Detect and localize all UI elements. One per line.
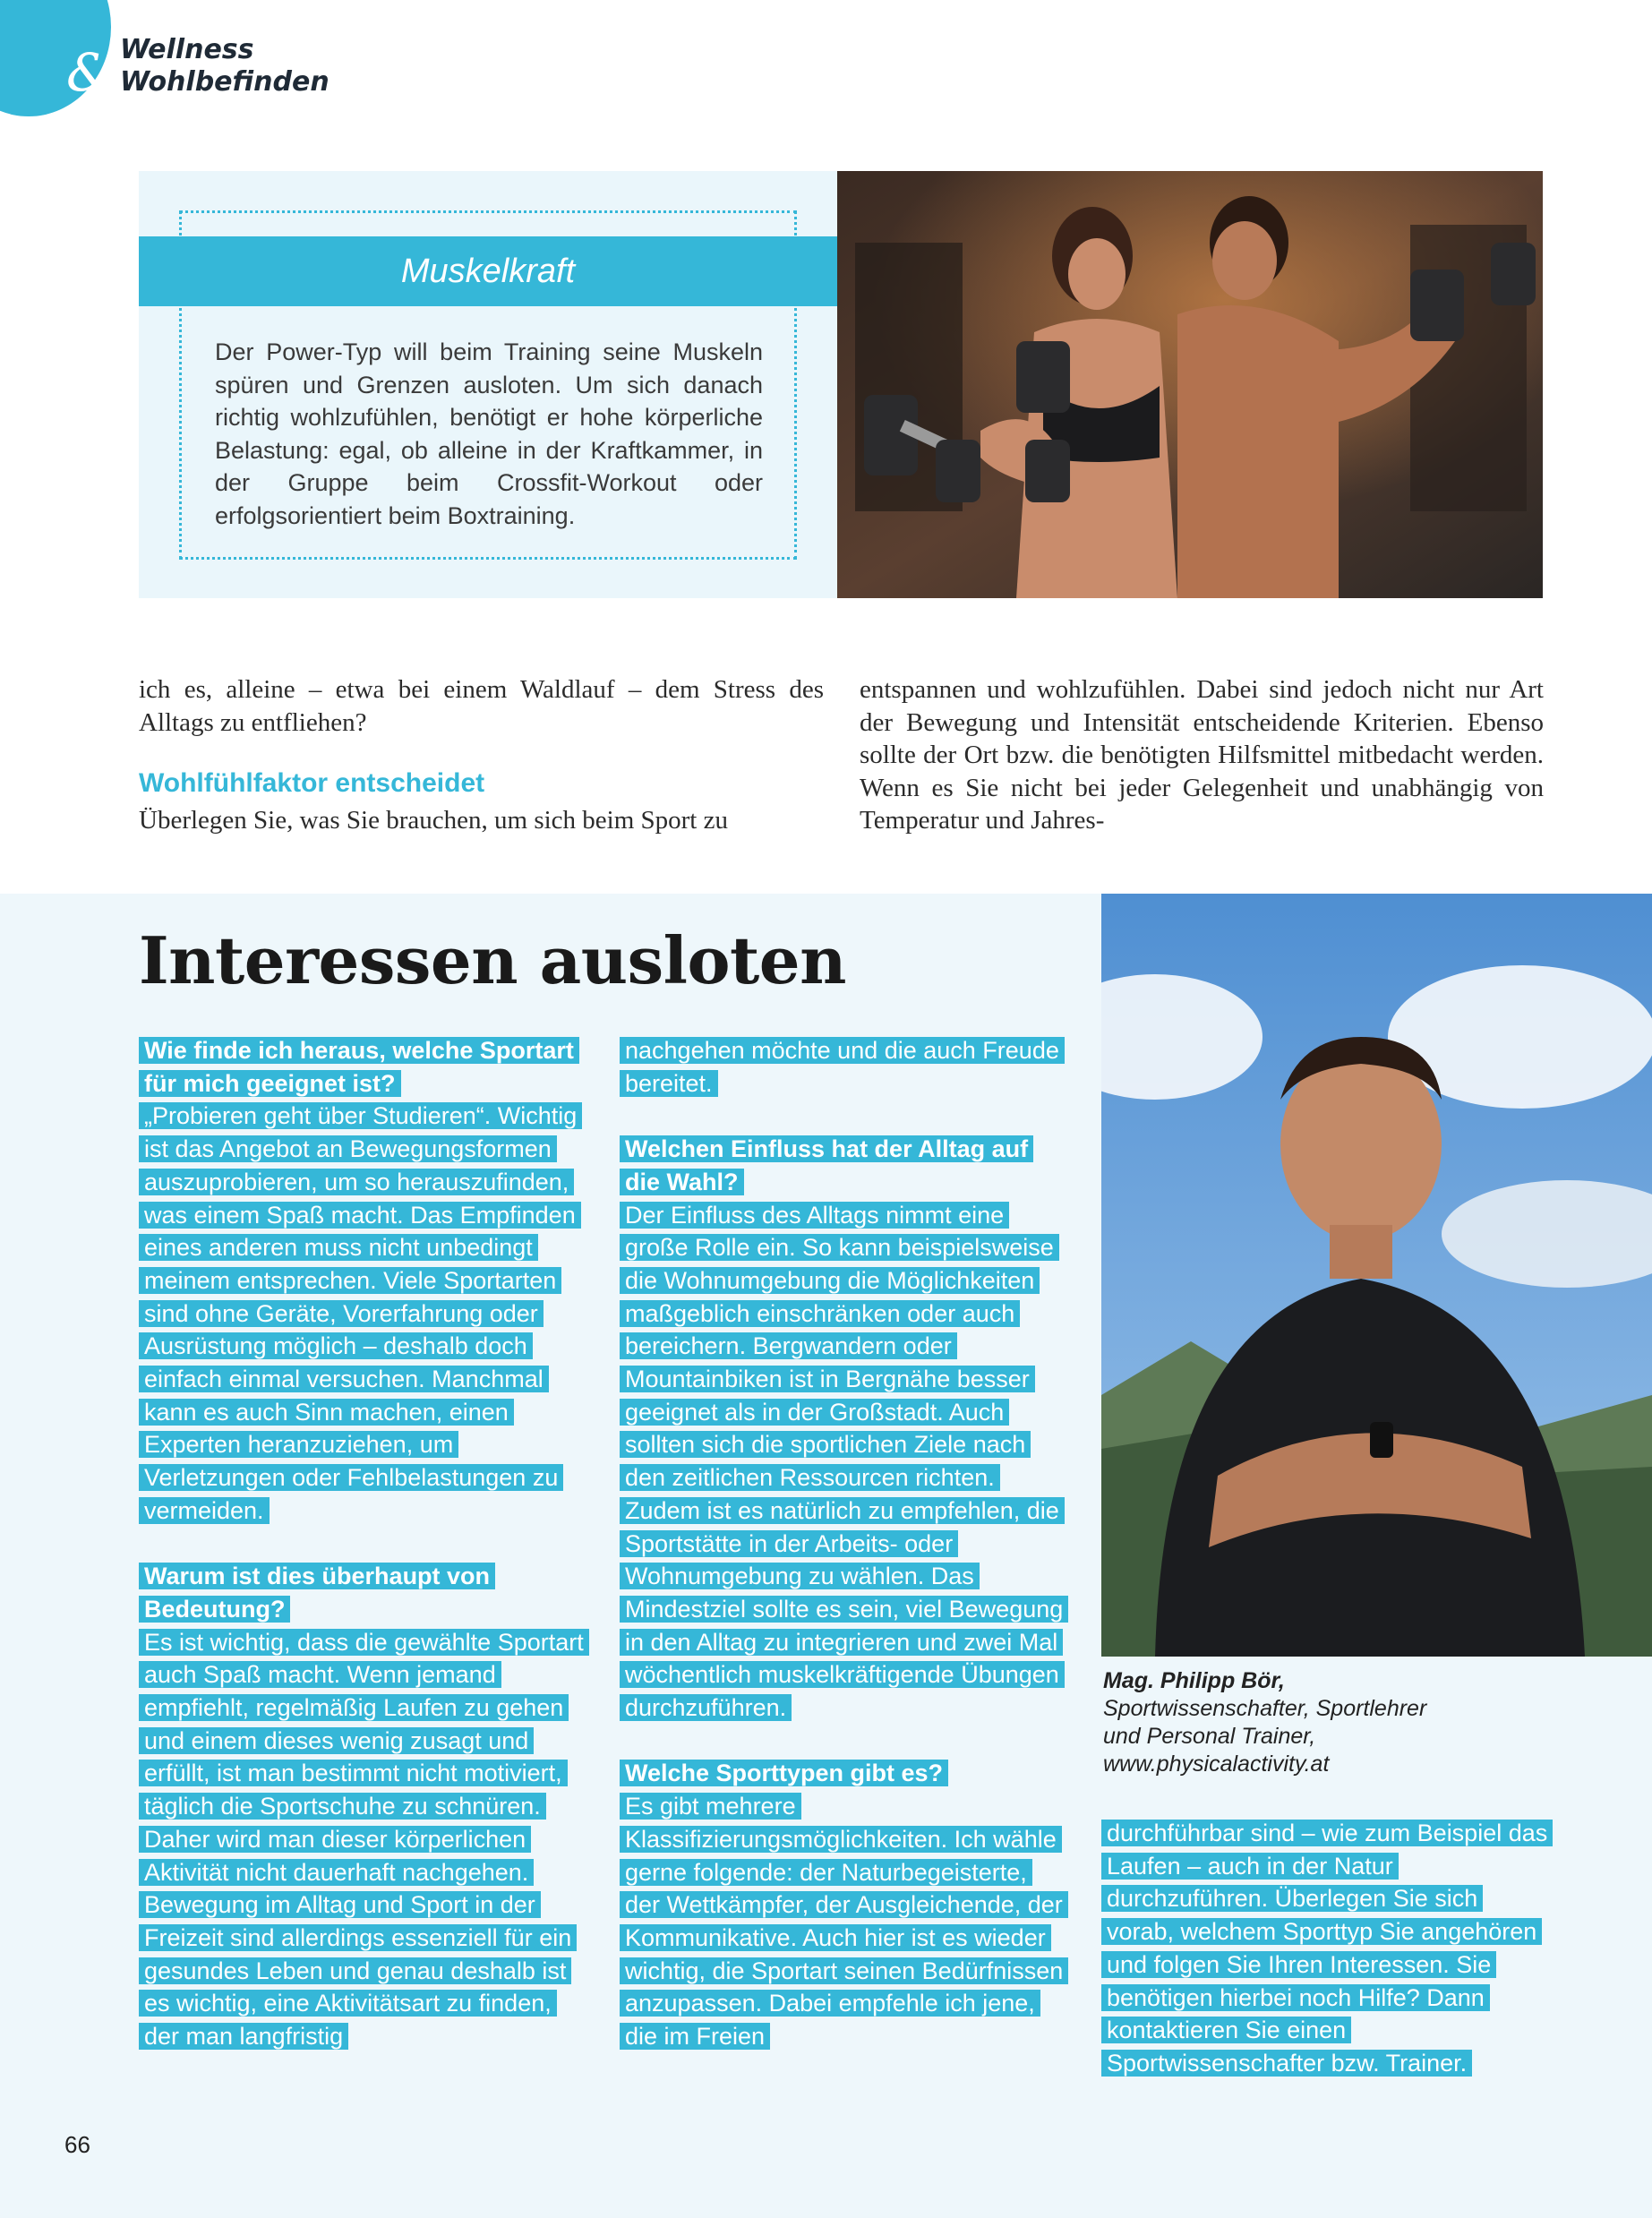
answer-bedeutung: Es ist wichtig, dass die gewählte Sportart auch Spaß macht. Wenn jemand empfiehlt, regelmäßig Laufen zu gehen und einem dieses wenig zusagt und erfüllt, ist man bestimmt nicht motiviert, täglich die Sportschuhe zu schnüren. Daher wird man dieser körperlichen Aktivität nicht dauerhaft nachgehen. Bewegung im Alltag und Sport in der Freizeit sind allerdings essenziell für ein gesundes Leben und genau deshalb ist es wichtig, eine Aktivitätsart zu finden, der man langfristig [139, 1629, 589, 2050]
portrait-caption [1103, 1667, 1426, 1778]
answer-bedeutung-continued: nachgehen möchte und die auch Freude bereitet. [620, 1037, 1065, 1097]
logo-line-wellness: Wellness [120, 34, 254, 65]
muskelkraft-title: Muskelkraft [400, 253, 576, 290]
question-alltag: Welchen Einfluss hat der Alltag auf die Wahl? [620, 1135, 1033, 1195]
caption-name: Mag. Philipp Bör, [1103, 1668, 1285, 1693]
gym-photo [837, 171, 1543, 598]
answer-sporttypen-continued: durchführbar sind – wie zum Beispiel das Laufen – auch in der Natur durchzuführen. Überlegen Sie sich vorab, welchem Sporttyp Sie angehören und folgen Sie Ihren Interessen. Sie benötigen hierbei noch Hilfe? Dann kontaktieren Sie einen Sportwissenschafter bzw. Trainer. [1101, 1820, 1553, 2077]
question-bedeutung: Warum ist dies überhaupt von Bedeutung? [139, 1563, 495, 1623]
answer-alltag: Der Einfluss des Alltags nimmt eine große Rolle ein. So kann beispielsweise die Wohnumgebung die Möglichkeiten maßgeblich einschränken oder auch bereichern. Bergwandern oder Mountainbiken ist in Bergnähe besser geeignet als in der Großstadt. Auch sollten sich die sportlichen Ziele nach den zeitlichen Ressourcen richten. Zudem ist es natürlich zu empfehlen, die Sportstätte in der Arbeits- oder Wohnumgebung zu wählen. Das Mindestziel sollte es sein, viel Bewegung in den Alltag zu integrieren und zwei Mal wöchentlich muskelkräftigende Übungen durchzuführen. [620, 1202, 1068, 1722]
logo-ampersand: & [66, 42, 113, 103]
page-number: 66 [64, 2131, 90, 2158]
interview-column-1 [139, 1034, 586, 2053]
caption-role: Sportwissenschafter, Sportlehrer [1103, 1696, 1427, 1721]
muskelkraft-text: Der Power-Typ will beim Training seine Muskeln spüren und Grenzen ausloten. Um sich danach richtig wohlzufühlen, benötigt er hohe körperliche Belastung: egal, ob alleine in der Kraftkammer, in der Gruppe beim Crossfit-Workout oder erfolgsorientiert beim Boxtraining. [215, 338, 763, 529]
logo-line-wohlbefinden: Wohlbefinden [120, 66, 330, 98]
question-sporttypen: Welche Sporttypen gibt es? [620, 1760, 948, 1786]
mid-subheading: Wohlfühlfaktor entscheidet [139, 768, 485, 798]
interview-column-2 [620, 1034, 1067, 2053]
mid-right-paragraph: entspannen und wohlzufühlen. Dabei sind jedoch nicht nur Art der Bewegung und Intensität entscheidende Kriterien. Ebenso sollte der Ort bzw. die benötigten Hilfsmittel mitbedacht werden. Wenn es Sie nicht bei jeder Gelegenheit und unabhängig von Temperatur und Jahres- [860, 675, 1544, 835]
answer-sportart: „Probieren geht über Studieren“. Wichtig ist das Angebot an Bewegungsformen auszuprobieren, um so herauszufinden, was einem Spaß macht. Das Empfinden eines anderen muss nicht unbedingt meinem entsprechen. Viele Sportarten sind ohne Geräte, Vorerfahrung oder Ausrüstung möglich – deshalb doch einfach einmal versuchen. Manchmal kann es auch Sinn machen, einen Experten heranzuziehen, um Verletzungen oder Fehlbelastungen zu vermeiden. [139, 1102, 582, 1523]
question-sportart: Wie finde ich heraus, welche Sportart für mich geeignet ist? [139, 1037, 579, 1097]
mid-left-paragraph: ich es, alleine – etwa bei einem Waldlauf – dem Stress des Alltags zu entfliehen? [139, 675, 824, 737]
answer-sporttypen: Es gibt mehrere Klassifizierungsmöglichkeiten. Ich wähle gerne folgende: der Naturbegeisterte, der Wettkämpfer, der Ausgleichende, der Kommunikative. Auch hier ist es wieder wichtig, die Sportart seinen Bedürfnissen anzupassen. Dabei empfehle ich jene, die im Freien [620, 1793, 1068, 2050]
section-title: Interessen ausloten [139, 922, 846, 998]
interview-column-3 [1101, 1817, 1549, 2080]
trainer-portrait-photo [1101, 894, 1652, 1657]
caption-website: www.physicalactivity.at [1103, 1751, 1330, 1777]
mid-left-continuation: Überlegen Sie, was Sie brauchen, um sich beim Sport zu [139, 806, 728, 835]
caption-role-2: und Personal Trainer, [1103, 1724, 1316, 1749]
